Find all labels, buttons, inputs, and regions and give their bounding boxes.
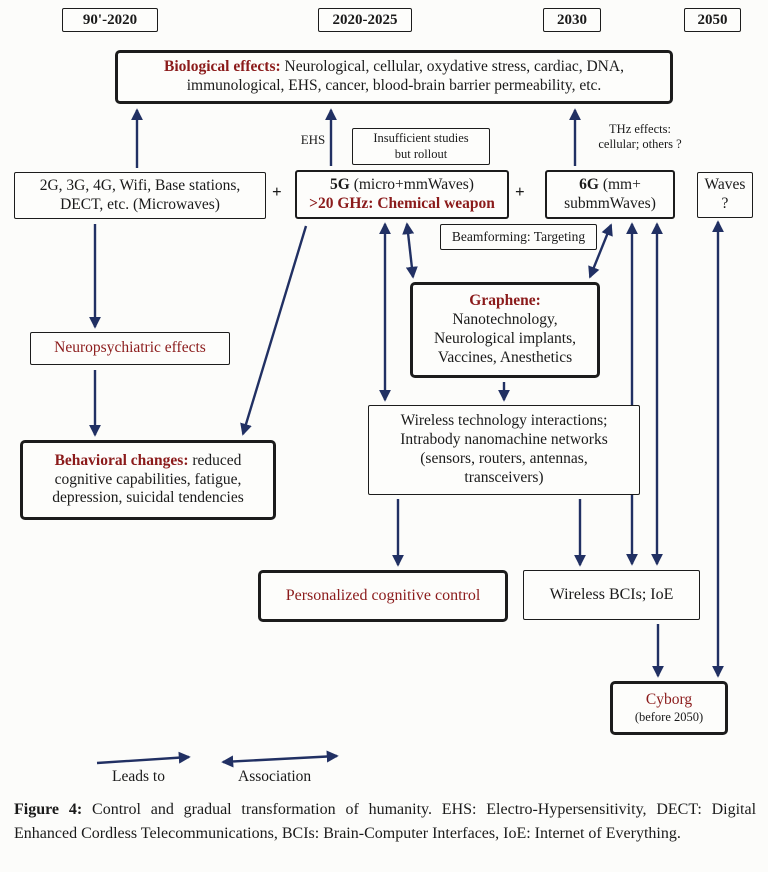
biological-effects-lead: Biological effects: bbox=[164, 58, 281, 76]
cyborg-box bbox=[610, 681, 728, 735]
waves-box bbox=[697, 172, 753, 218]
arrow-5g-to-behavioral bbox=[243, 226, 306, 434]
biological-effects-box bbox=[115, 50, 673, 104]
figure-caption-text: Control and gradual transformation of humanity. EHS: Electro-Hypersensitivity, DECT: Digital Enhanced Cordless Telecommunications, BCIs: Brain-Computer Interfaces, IoE: Internet of Everything. bbox=[14, 801, 757, 842]
thz-line2: cellular; others ? bbox=[598, 137, 682, 151]
5g-line1 bbox=[330, 176, 474, 195]
6g-box bbox=[545, 170, 675, 219]
graphene-line2: Nanotechnology, bbox=[452, 311, 558, 329]
2g-line2: DECT, etc. (Microwaves) bbox=[60, 195, 220, 213]
personalized-label: Personalized cognitive control bbox=[285, 587, 481, 605]
behavioral-lead: Behavioral changes: bbox=[54, 451, 189, 469]
6g-suffix: (mm+ bbox=[598, 175, 641, 193]
biological-effects-body: Neurological, cellular, oxydative stress, cardiac, DNA, immunological, EHS, cancer, blood-brain barrier permeability, etc. bbox=[186, 58, 624, 94]
wireless-line3: (sensors, routers, antennas, bbox=[420, 450, 588, 467]
neuropsychiatric-label: Neuropsychiatric effects bbox=[54, 339, 206, 357]
beamforming-label: Beamforming: Targeting bbox=[451, 228, 586, 244]
timeline-2030 bbox=[543, 8, 601, 32]
neuropsychiatric-box bbox=[30, 332, 230, 365]
legend-association-arrow bbox=[223, 756, 337, 762]
thz-line1: THz effects: bbox=[609, 122, 671, 136]
wireless-interactions-box bbox=[368, 405, 640, 495]
legend-association-label: Association bbox=[238, 768, 312, 785]
waves-line2: ? bbox=[721, 195, 729, 212]
ehs-label: EHS bbox=[300, 132, 326, 147]
wireless-line1: Wireless technology interactions; bbox=[400, 412, 608, 430]
figure-caption-label: Figure 4: bbox=[14, 801, 83, 818]
insufficient-line1: Insufficient studies bbox=[373, 130, 469, 145]
graphene-line4: Vaccines, Anesthetics bbox=[437, 348, 573, 366]
timeline-label: 90'-2020 bbox=[82, 11, 138, 28]
cyborg-subtitle: (before 2050) bbox=[634, 709, 704, 724]
timeline-2020-2025 bbox=[318, 8, 412, 32]
6g-line2: submmWaves) bbox=[564, 194, 656, 212]
5g-line2: >20 GHz: Chemical weapon bbox=[309, 194, 495, 212]
wireless-bcis-box bbox=[523, 570, 700, 620]
personalized-control-box bbox=[258, 570, 508, 622]
2g-line1: 2G, 3G, 4G, Wifi, Base stations, bbox=[39, 176, 241, 194]
5g-suffix: (micro+mmWaves) bbox=[349, 175, 474, 193]
behavioral-body: reduced cognitive capabilities, fatigue, depression, suicidal tendencies bbox=[52, 451, 244, 507]
5g-name: 5G bbox=[330, 175, 350, 193]
wireless-line2: Intrabody nanomachine networks bbox=[400, 431, 608, 449]
thz-effects-label bbox=[588, 122, 692, 158]
timeline-label: 2020-2025 bbox=[332, 11, 398, 28]
5g-box bbox=[295, 170, 509, 219]
cyborg-title: Cyborg bbox=[645, 690, 693, 708]
timeline-90-2020 bbox=[62, 8, 158, 32]
6g-line1 bbox=[579, 176, 641, 195]
6g-name: 6G bbox=[579, 175, 599, 193]
timeline-label: 2050 bbox=[697, 11, 728, 28]
graphene-line3: Neurological implants, bbox=[433, 330, 577, 347]
plus-sign: + bbox=[272, 182, 282, 201]
figure-caption bbox=[14, 798, 756, 845]
waves-line1: Waves bbox=[704, 176, 746, 194]
2g-3g-4g-box bbox=[14, 172, 266, 219]
timeline-2050 bbox=[684, 8, 741, 32]
assoc-5g-graphene bbox=[407, 224, 413, 277]
legend-leads-to-arrow bbox=[97, 757, 189, 763]
legend-leads-to-label: Leads to bbox=[112, 768, 165, 785]
graphene-lead: Graphene: bbox=[469, 292, 541, 310]
biological-effects-text bbox=[124, 58, 664, 96]
beamforming-box bbox=[440, 224, 597, 250]
behavioral-text bbox=[27, 452, 269, 509]
graphene-box bbox=[410, 282, 600, 378]
insufficient-line2: but rollout bbox=[394, 146, 448, 161]
insufficient-studies-box bbox=[352, 128, 490, 165]
wireless-line4: transceivers) bbox=[464, 468, 544, 486]
behavioral-changes-box bbox=[20, 440, 276, 520]
timeline-label: 2030 bbox=[557, 11, 587, 28]
plus-sign: + bbox=[515, 182, 525, 201]
bcis-label: Wireless BCIs; IoE bbox=[549, 586, 674, 604]
